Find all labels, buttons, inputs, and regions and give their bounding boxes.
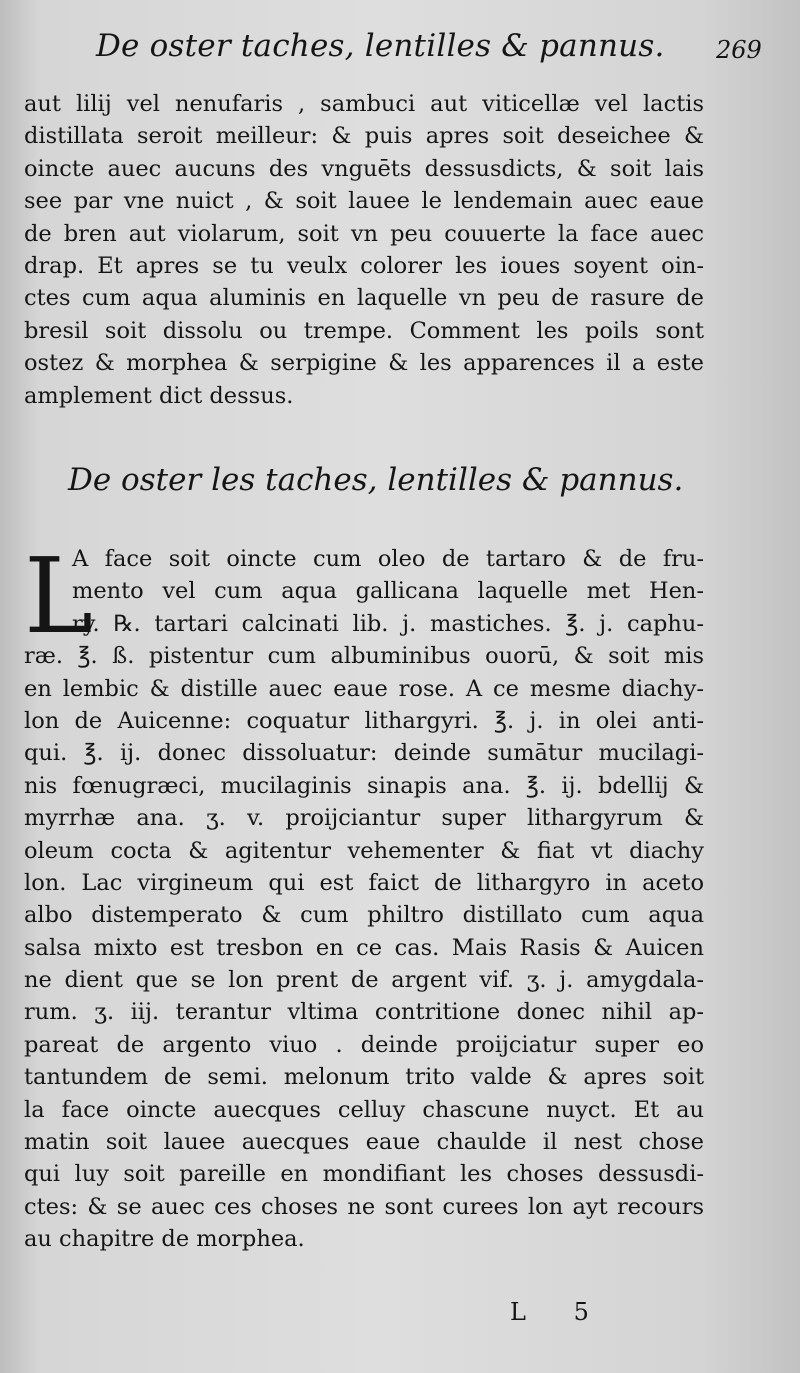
section-title: De oster les taches, lentilles & pannus. bbox=[68, 462, 684, 498]
text-line: au chapitre de morphea. bbox=[24, 1226, 305, 1253]
text-line: mento vel cum aqua gallicana laquelle met Hen- bbox=[72, 578, 704, 605]
text-line: tantundem de semi. melonum trito valde & apres soit bbox=[24, 1064, 704, 1091]
text-line: pareat de argento viuo . deinde proijciatur super eo bbox=[24, 1031, 704, 1058]
text-line: aut lilij vel nenufaris , sambuci aut viticellæ vel lactis bbox=[24, 91, 704, 117]
text-line: albo distemperato & cum philtro distillato cum aqua bbox=[24, 902, 704, 929]
text-line: ry. ℞. tartari calcinati lib. j. mastiches. ℥. j. caphu- bbox=[72, 610, 704, 637]
text-line: distillata seroit meilleur: & puis apres soit deseichee & bbox=[24, 123, 704, 150]
text-line: A face soit oincte cum oleo de tartaro & de fru- bbox=[72, 546, 704, 572]
text-line: matin soit lauee auecques eaue chaulde il nest chose bbox=[24, 1129, 704, 1156]
paragraph-1 bbox=[24, 88, 704, 412]
text-line: oleum cocta & agitentur vehementer & fiat vt diachy bbox=[24, 837, 704, 864]
text-line: ctes cum aqua aluminis en laquelle vn peu de rasure de bbox=[24, 285, 704, 312]
text-line: la face oincte auecques celluy chascune nuyct. Et au bbox=[24, 1096, 704, 1123]
text-line: ne dient que se lon prent de argent vif. ʒ. j. amygdala- bbox=[24, 967, 704, 994]
page-number: 269 bbox=[716, 36, 762, 64]
text-line: myrrhæ ana. ʒ. v. proijciantur super lithargyrum & bbox=[24, 805, 704, 832]
text-line: drap. Et apres se tu veulx colorer les ioues soyent oin- bbox=[24, 252, 704, 279]
text-line: qui. ℥. ij. donec dissoluatur: deinde sumātur mucilagi- bbox=[24, 740, 704, 767]
text-line: amplement dict dessus. bbox=[24, 382, 294, 409]
text-line: see par vne nuict , & soit lauee le lendemain auec eaue bbox=[24, 188, 704, 215]
text-line: salsa mixto est tresbon en ce cas. Mais Rasis & Auicen bbox=[24, 934, 704, 961]
drop-cap: L bbox=[24, 535, 94, 657]
text-line: oincte auec aucuns des vnguēts dessusdicts, & soit lais bbox=[24, 155, 704, 182]
running-head: De oster taches, lentilles & pannus. bbox=[96, 28, 665, 64]
text-line: rum. ʒ. iij. terantur vltima contritione donec nihil ap- bbox=[24, 999, 704, 1026]
text-line: ræ. ℥. ß. pistentur cum albuminibus ouorū, & soit mis bbox=[24, 643, 704, 670]
text-line: lon de Auicenne: coquatur lithargyri. ℥. j. in olei anti- bbox=[24, 707, 704, 734]
text-line: ostez & morphea & serpigine & les apparences il a este bbox=[24, 350, 704, 377]
paragraph-2 bbox=[24, 535, 704, 1256]
signature-mark: L 5 bbox=[510, 1298, 609, 1326]
text-line: bresil soit dissolu ou trempe. Comment les poils sont bbox=[24, 317, 704, 344]
text-line: ctes: & se auec ces choses ne sont curees lon ayt recours bbox=[24, 1193, 704, 1220]
text-line: qui luy soit pareille en mondifiant les choses dessusdi- bbox=[24, 1161, 704, 1188]
text-line: de bren aut violarum, soit vn peu couuerte la face auec bbox=[24, 220, 704, 247]
text-line: nis fœnugræci, mucilaginis sinapis ana. ℥. ij. bdellij & bbox=[24, 772, 704, 799]
text-line: en lembic & distille auec eaue rose. A ce mesme diachy- bbox=[24, 675, 704, 702]
text-line: lon. Lac virgineum qui est faict de lithargyro in aceto bbox=[24, 869, 704, 896]
